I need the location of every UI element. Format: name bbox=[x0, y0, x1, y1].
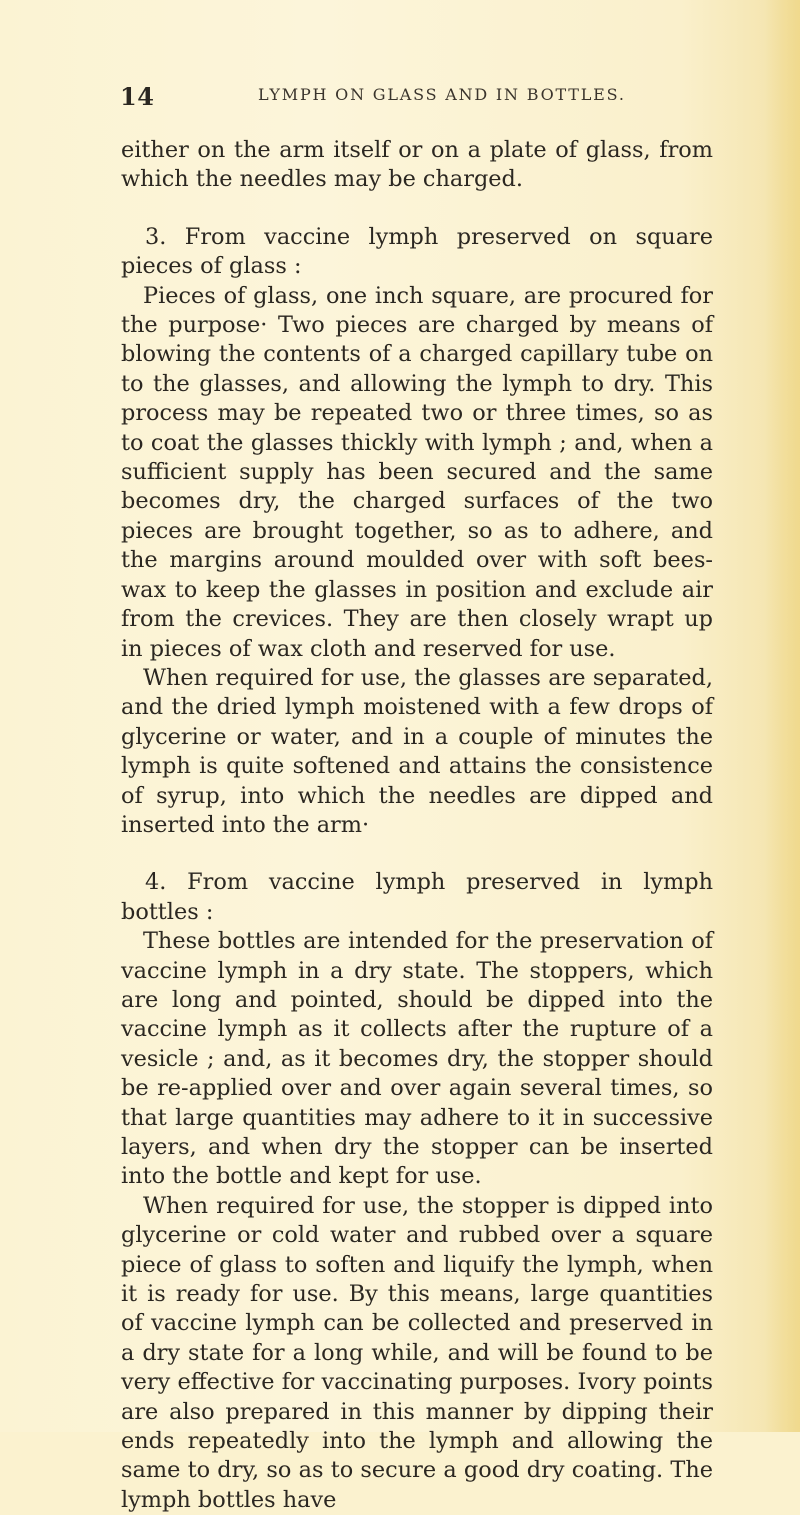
page-number: 14 bbox=[120, 82, 155, 111]
section-3-paragraph-1: Pieces of glass, one inch square, are procured for the purpose· Two pieces are charged by means of blowing the contents of a charged capillary tube on to the glasses, and allowing the lymph to dry. This process may be repeated two or three times, so as to coat the glasses thickly with lymph ; and, when a sufficient supply has been secured and the same becomes dry, the charged surfaces of the two pieces are brought together, so as to adhere, and the margins around moulded over with soft bees-wax to keep the glasses in position and exclude air from the crevices. They are then closely wrapt up in pieces of wax cloth and reserved for use. bbox=[121, 282, 713, 662]
running-head: LYMPH ON GLASS AND IN BOTTLES. bbox=[258, 85, 626, 104]
section-3-paragraph-2: When required for use, the glasses are separated, and the dried lymph moistened with a few drops of glycerine or water, and in a couple of minutes the lymph is quite softened and attains the consistence of syrup, into which the needles are dipped and inserted into the arm· bbox=[121, 664, 713, 838]
section-4-paragraph-1: These bottles are intended for the preservation of vaccine lymph in a dry state. The stoppers, which are long and pointed, should be dipped into the vaccine lymph as it collects after the rupture of a vesicle ; and, as it becomes dry, the stopper should be re-applied over and over again several times, so that large quantities may adhere to it in successive layers, and when dry the stopper can be inserted into the bottle and kept for use. bbox=[121, 928, 713, 1190]
page-body bbox=[121, 136, 713, 1515]
intro-paragraph: either on the arm itself or on a plate of glass, from which the needles may be charged. bbox=[121, 137, 713, 193]
page-header bbox=[0, 82, 800, 122]
section-3-heading: 3. From vaccine lymph preserved on square pieces of glass : bbox=[121, 223, 713, 280]
section-4-paragraph-2: When required for use, the stopper is dipped into glycerine or cold water and rubbed over a square piece of glass to soften and liquify the lymph, when it is ready for use. By this means, large quantities of vaccine lymph can be collected and preserved in a dry state for a long while, and will be found to be very effective for vaccinating purposes. Ivory points are also prepared in this manner by dipping their ends repeatedly into the lymph and allowing the same to dry, so as to secure a good dry coating. The lymph bottles have bbox=[121, 1192, 713, 1513]
section-4-heading: 4. From vaccine lymph preserved in lymph bottles : bbox=[121, 869, 713, 925]
paragraph-gap bbox=[121, 195, 713, 223]
page-edge bbox=[764, 0, 800, 1432]
paragraph-gap bbox=[121, 840, 713, 868]
